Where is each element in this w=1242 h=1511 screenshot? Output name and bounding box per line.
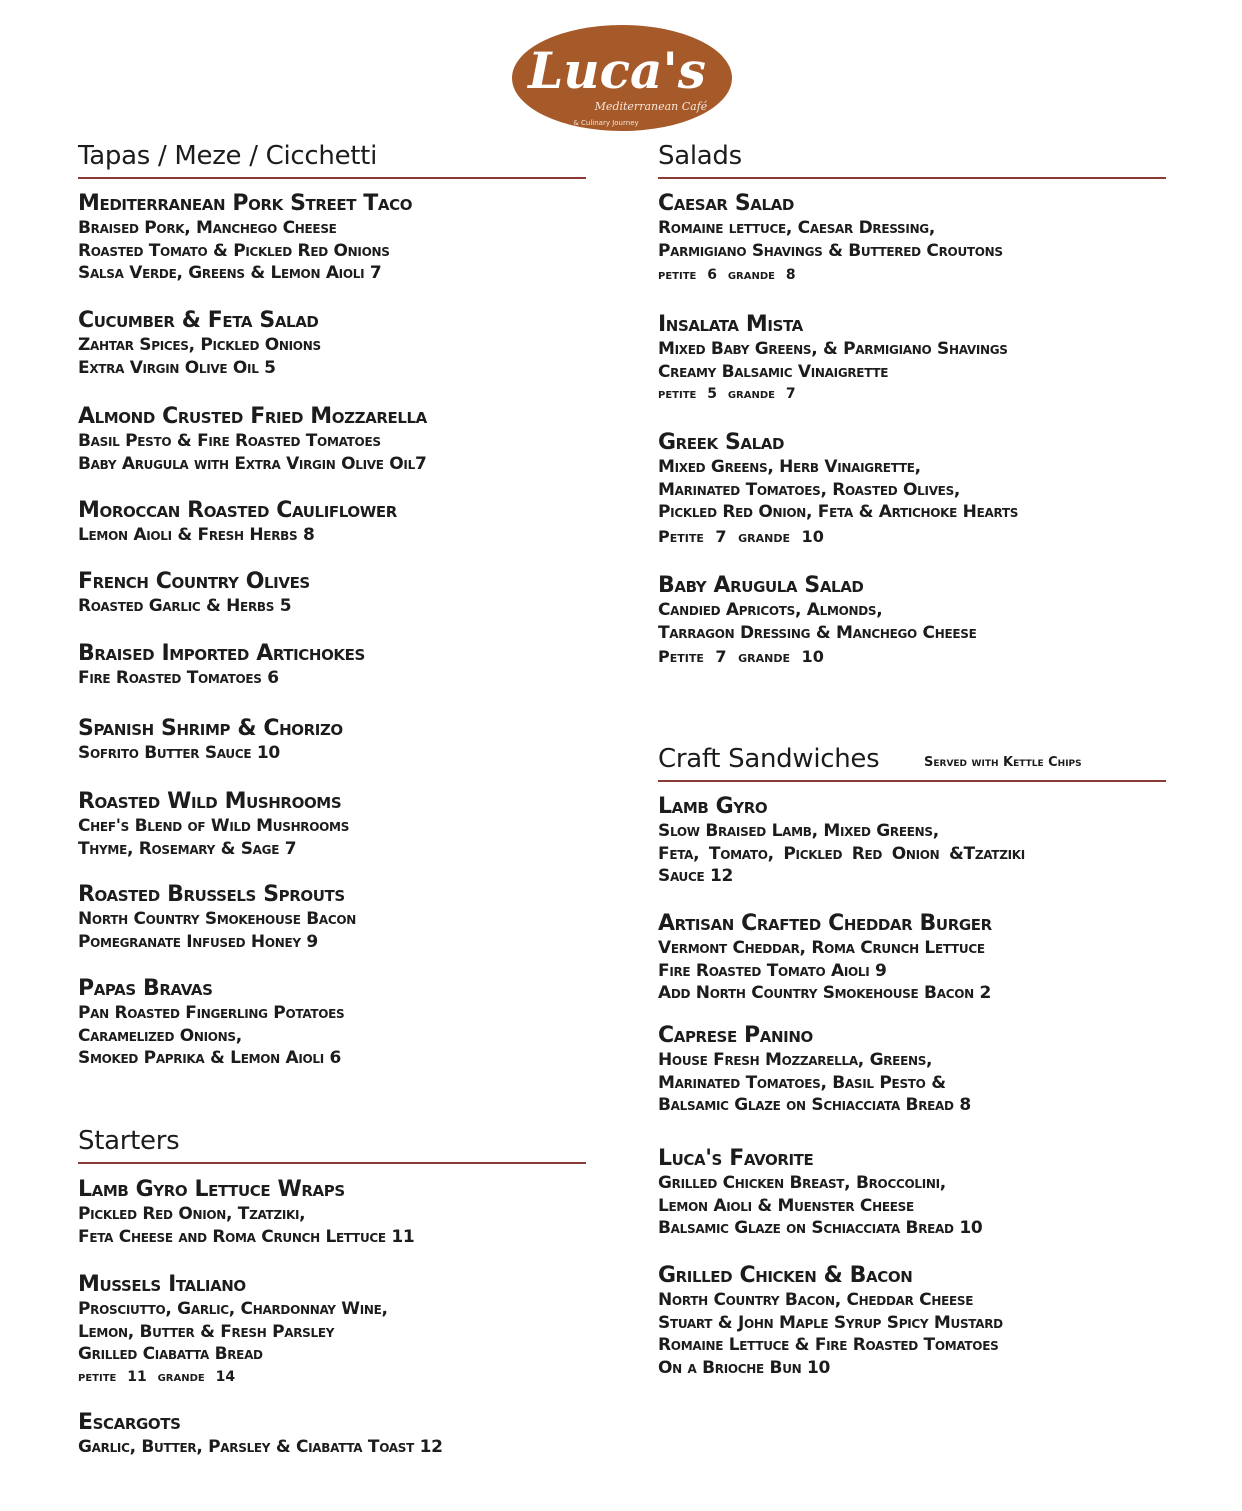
item-price: petite 11 grande 14 xyxy=(78,1368,236,1385)
item-name: Baby Arugula Salad xyxy=(658,573,864,598)
item-name: Grilled Chicken & Bacon xyxy=(658,1263,913,1288)
item-name: Lamb Gyro Lettuce Wraps xyxy=(78,1177,345,1202)
item-description: Tarragon Dressing & Manchego Cheese xyxy=(658,622,977,643)
item-description: Pomegranate Infused Honey 9 xyxy=(78,931,318,952)
item-description: Pan Roasted Fingerling Potatoes xyxy=(78,1003,345,1023)
item-description: Feta Cheese and Roma Crunch Lettuce 11 xyxy=(78,1226,415,1247)
section-header-tapas xyxy=(78,137,586,179)
item-description: Candied Apricots, Almonds, xyxy=(658,600,883,620)
item-name: Mediterranean Pork Street Taco xyxy=(78,191,413,216)
item-description: Sauce 12 xyxy=(658,866,734,887)
item-description: Balsamic Glaze on Schiacciata Bread 8 xyxy=(658,1095,971,1116)
menu-item xyxy=(78,640,586,690)
item-description: Fire Roasted Tomatoes 6 xyxy=(78,668,279,688)
item-price: petite 5 grande 7 xyxy=(658,386,796,403)
item-name: Papas Bravas xyxy=(78,976,213,1001)
item-description: Grilled Ciabatta Bread xyxy=(78,1344,263,1365)
item-description: Mixed Greens, Herb Vinaigrette, xyxy=(658,457,921,477)
menu-item xyxy=(658,429,1166,550)
item-description: Baby Arugula with Extra Virgin Olive Oil7 xyxy=(78,453,427,474)
logo-emblem xyxy=(511,24,733,132)
item-description: Salsa Verde, Greens & Lemon Aioli 7 xyxy=(78,263,382,284)
item-price: Petite 7 grande 10 xyxy=(658,526,824,546)
logo-name: Luca's xyxy=(528,41,706,100)
item-description: Creamy Balsamic Vinaigrette xyxy=(658,361,889,382)
restaurant-logo xyxy=(511,24,733,132)
menu-item xyxy=(78,788,586,860)
section-note: Served with Kettle Chips xyxy=(924,755,1082,770)
item-name: Caprese Panino xyxy=(658,1023,813,1048)
item-name: Braised Imported Artichokes xyxy=(78,641,365,666)
item-description: Grilled Chicken Breast, Broccolini, xyxy=(658,1173,946,1193)
item-description: Fire Roasted Tomato Aioli 9 xyxy=(658,960,887,981)
menu-item xyxy=(78,975,586,1070)
item-name: Roasted Brussels Sprouts xyxy=(78,882,345,907)
menu-item xyxy=(658,1022,1166,1117)
item-description: Prosciutto, Garlic, Chardonnay Wine, xyxy=(78,1299,388,1319)
item-name: Greek Salad xyxy=(658,430,785,455)
item-name: Roasted Wild Mushrooms xyxy=(78,789,342,814)
menu-item xyxy=(658,572,1166,670)
item-description: Lemon Aioli & Muenster Cheese xyxy=(658,1195,914,1216)
item-description: Lemon, Butter & Fresh Parsley xyxy=(78,1321,335,1342)
section-header-salads xyxy=(658,137,1166,179)
menu-item xyxy=(658,311,1166,405)
item-description: Roasted Garlic & Herbs 5 xyxy=(78,596,292,616)
item-description: Thyme, Rosemary & Sage 7 xyxy=(78,838,297,859)
item-description: Braised Pork, Manchego Cheese xyxy=(78,218,337,238)
item-price: Petite 7 grande 10 xyxy=(658,647,824,667)
item-name: Almond Crusted Fried Mozzarella xyxy=(78,404,427,429)
item-description: Smoked Paprika & Lemon Aioli 6 xyxy=(78,1048,342,1069)
item-description: Balsamic Glaze on Schiacciata Bread 10 xyxy=(658,1218,983,1239)
item-description: Basil Pesto & Fire Roasted Tomatoes xyxy=(78,431,381,451)
item-name: Insalata Mista xyxy=(658,312,803,337)
item-description: Garlic, Butter, Parsley & Ciabatta Toast 12 xyxy=(78,1437,443,1457)
menu-item xyxy=(78,1409,586,1459)
menu-item xyxy=(78,190,586,285)
menu-item xyxy=(658,793,1166,888)
section-title: Starters xyxy=(78,1126,180,1156)
item-description: Add North Country Smokehouse Bacon 2 xyxy=(658,983,991,1004)
item-name: Mussels Italiano xyxy=(78,1272,246,1297)
item-name: French Country Olives xyxy=(78,569,310,594)
item-description: North Country Smokehouse Bacon xyxy=(78,909,357,929)
item-description: On a Brioche Bun 10 xyxy=(658,1357,831,1378)
item-description: House Fresh Mozzarella, Greens, xyxy=(658,1050,933,1070)
item-name: Escargots xyxy=(78,1410,181,1435)
item-price: petite 6 grande 8 xyxy=(658,267,796,284)
item-description: Pickled Red Onion, Tzatziki, xyxy=(78,1204,306,1224)
logo-subtext: & Culinary Journey xyxy=(573,119,639,127)
menu-item xyxy=(78,1271,586,1388)
menu-item xyxy=(78,568,586,618)
item-description: Mixed Baby Greens, & Parmigiano Shavings xyxy=(658,339,1008,359)
section-title: Salads xyxy=(658,141,742,171)
item-description: Lemon Aioli & Fresh Herbs 8 xyxy=(78,525,315,545)
menu-item xyxy=(78,307,586,379)
item-description: Pickled Red Onion, Feta & Artichoke Hearts xyxy=(658,502,1019,523)
item-description: Vermont Cheddar, Roma Crunch Lettuce xyxy=(658,938,985,958)
menu-item xyxy=(78,715,586,765)
item-description: Slow Braised Lamb, Mixed Greens, xyxy=(658,821,939,841)
menu-item xyxy=(658,190,1166,288)
item-description: North Country Bacon, Cheddar Cheese xyxy=(658,1290,974,1310)
item-description: Romaine Lettuce & Fire Roasted Tomatoes xyxy=(658,1335,999,1356)
menu-item xyxy=(78,1176,586,1248)
section-title: Tapas / Meze / Cicchetti xyxy=(78,141,377,171)
item-description: Zahtar Spices, Pickled Onions xyxy=(78,335,321,355)
item-description: Parmigiano Shavings & Buttered Croutons xyxy=(658,240,1003,261)
item-description: Feta, Tomato, Pickled Red Onion &Tzatziki xyxy=(658,843,1025,864)
section-header-sandwiches xyxy=(658,740,1166,782)
item-name: Moroccan Roasted Cauliflower xyxy=(78,498,397,523)
item-description: Caramelized Onions, xyxy=(78,1025,242,1046)
item-name: Artisan Crafted Cheddar Burger xyxy=(658,911,992,936)
menu-item xyxy=(658,1262,1166,1379)
item-name: Caesar Salad xyxy=(658,191,794,216)
item-description: Marinated Tomatoes, Roasted Olives, xyxy=(658,479,961,500)
item-name: Lamb Gyro xyxy=(658,794,768,819)
item-description: Extra Virgin Olive Oil 5 xyxy=(78,357,276,378)
menu-item xyxy=(78,403,586,475)
menu-item xyxy=(78,497,586,547)
menu-item xyxy=(78,881,586,953)
item-description: Marinated Tomatoes, Basil Pesto & xyxy=(658,1072,946,1093)
item-name: Cucumber & Feta Salad xyxy=(78,308,319,333)
item-description: Chef's Blend of Wild Mushrooms xyxy=(78,816,350,836)
logo-tagline: Mediterranean Café xyxy=(594,100,708,113)
item-description: Roasted Tomato & Pickled Red Onions xyxy=(78,240,390,261)
menu-item xyxy=(658,910,1166,1005)
item-description: Stuart & John Maple Syrup Spicy Mustard xyxy=(658,1312,1003,1333)
item-description: Romaine lettuce, Caesar Dressing, xyxy=(658,218,936,238)
item-name: Luca's Favorite xyxy=(658,1146,814,1171)
item-name: Spanish Shrimp & Chorizo xyxy=(78,716,343,741)
section-title: Craft Sandwiches xyxy=(658,744,880,774)
section-header-starters xyxy=(78,1122,586,1164)
menu-item xyxy=(658,1145,1166,1240)
item-description: Sofrito Butter Sauce 10 xyxy=(78,743,280,763)
